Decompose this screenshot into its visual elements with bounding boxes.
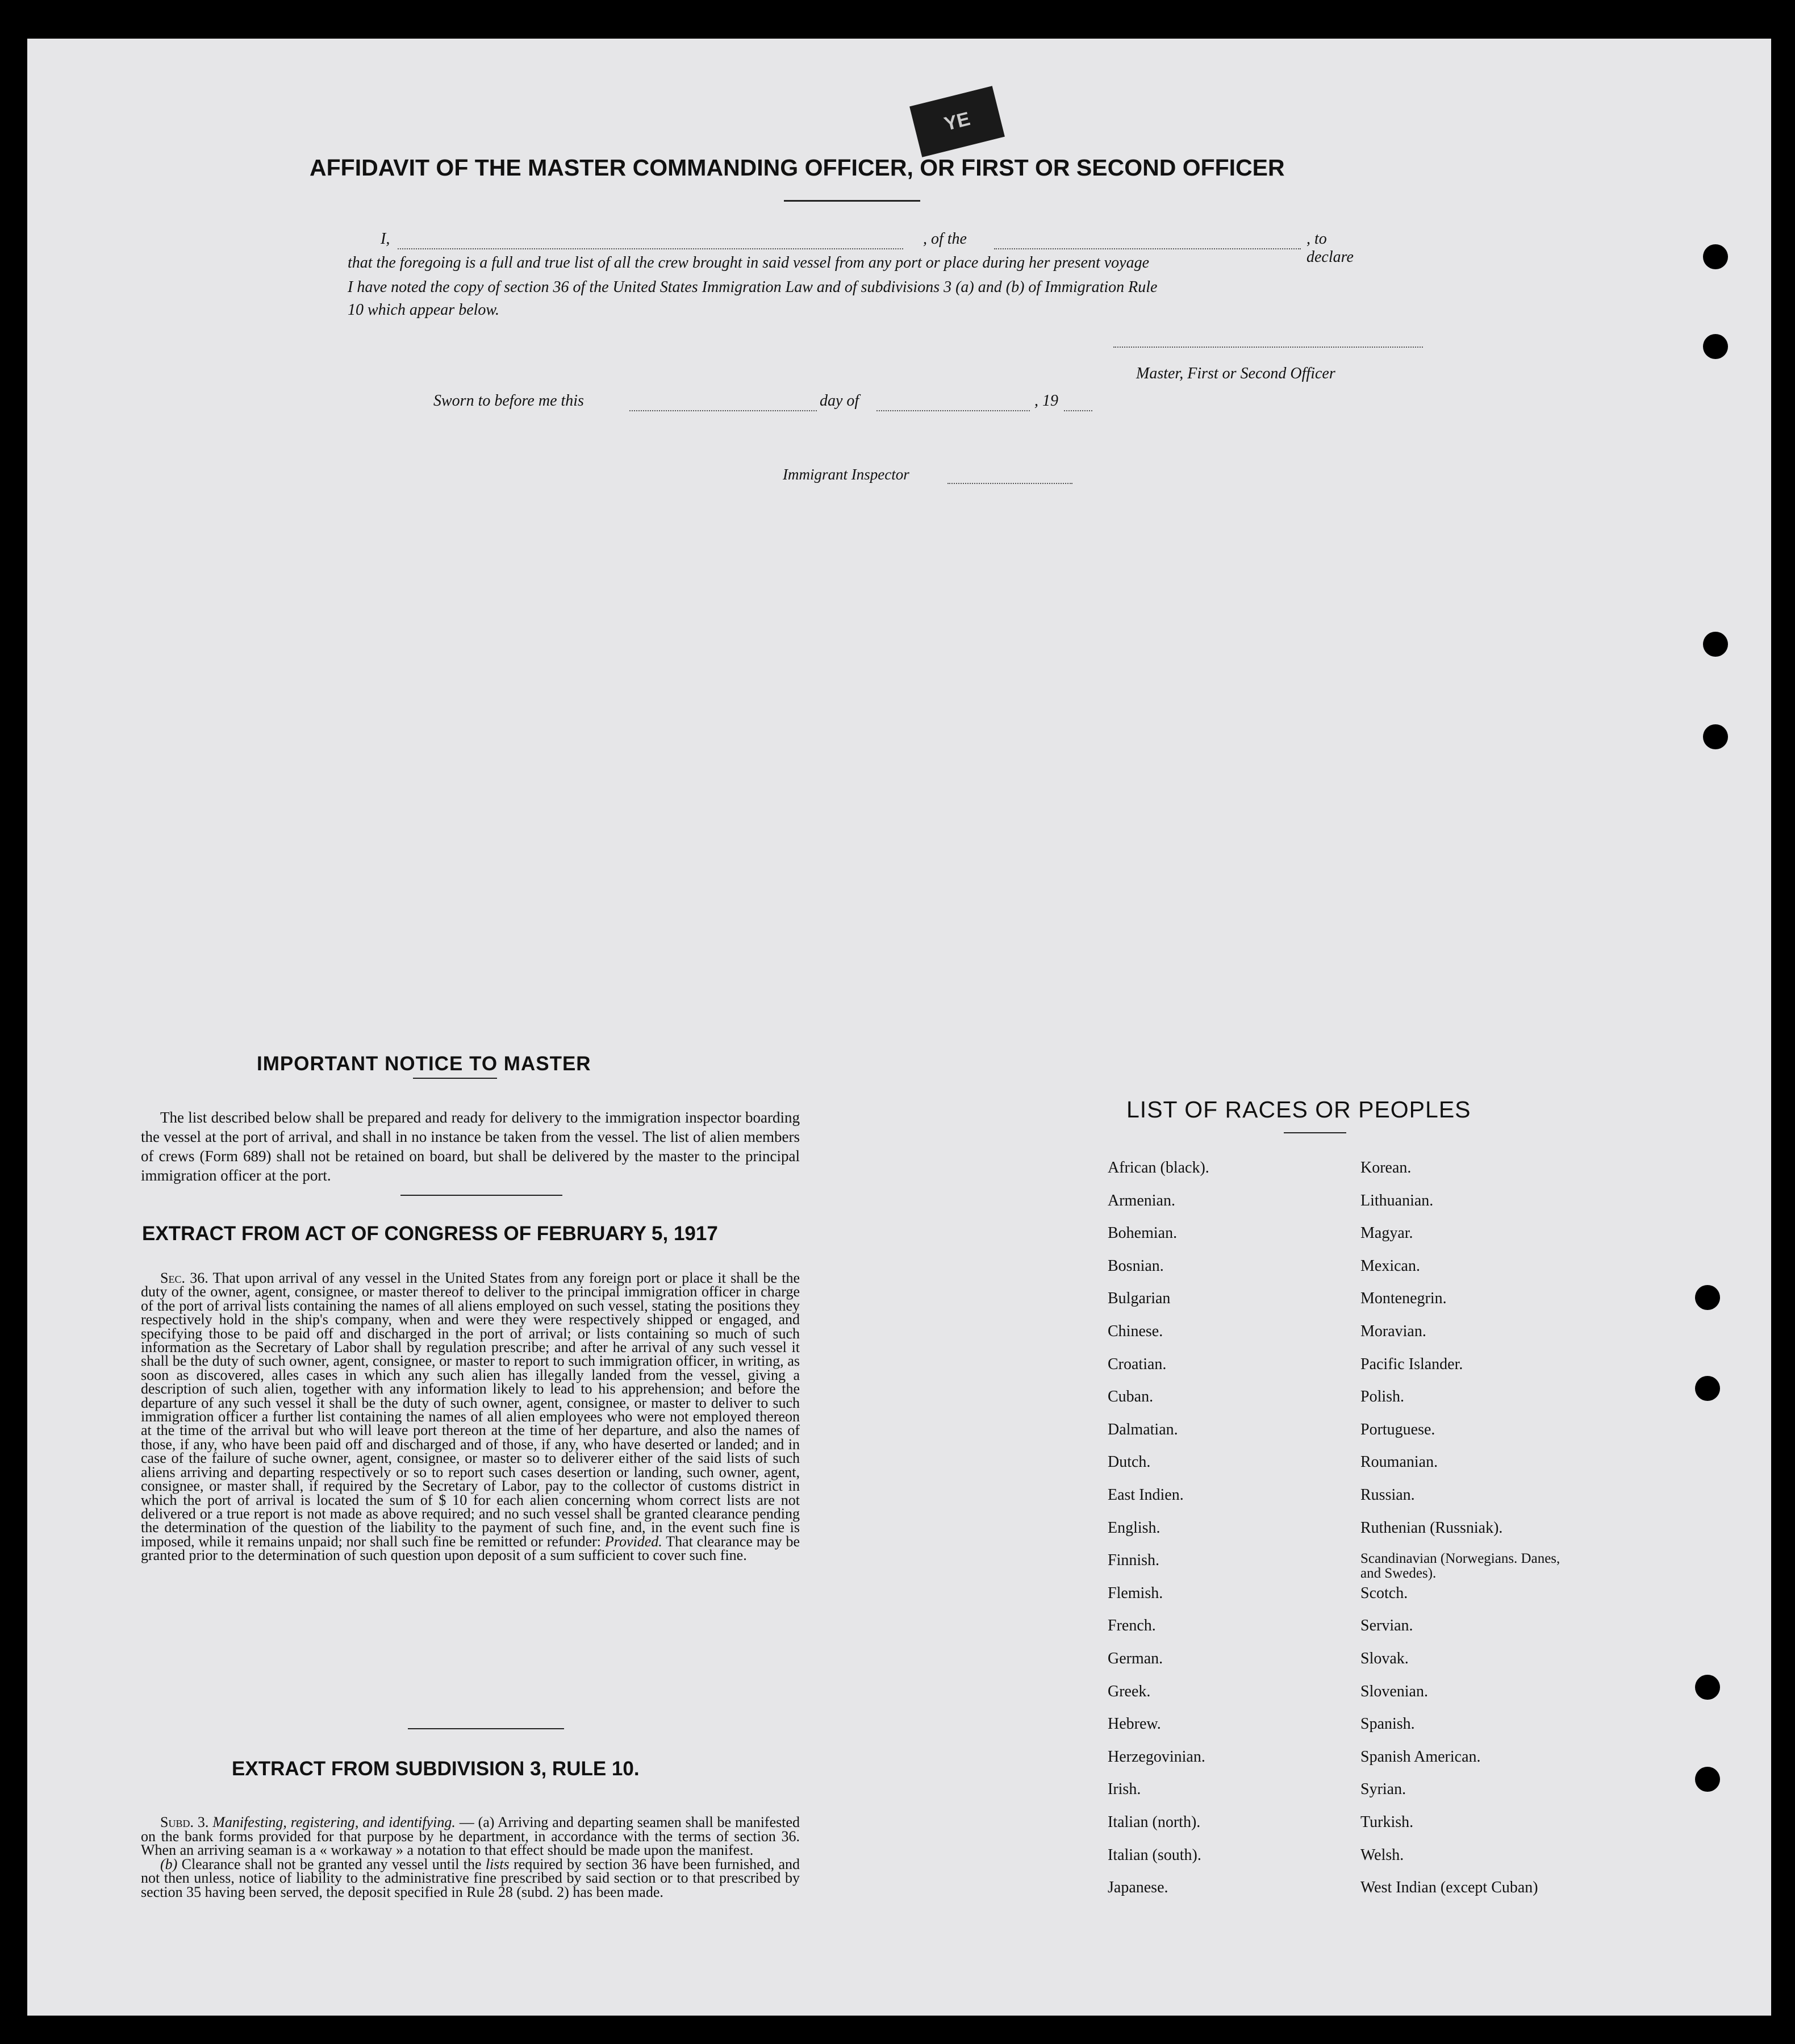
race-item: Moravian.: [1360, 1323, 1426, 1340]
sworn-day-field[interactable]: [629, 410, 817, 411]
sworn-prefix: Sworn to before me this: [433, 392, 584, 410]
race-item: Portuguese.: [1360, 1420, 1435, 1438]
race-item: Roumanian.: [1360, 1453, 1438, 1471]
act-body: [141, 1271, 800, 1563]
stamp-text: YE: [942, 108, 972, 135]
vessel-name-field[interactable]: [994, 248, 1301, 249]
affidavit-line-4: 10 which appear below.: [348, 301, 500, 319]
sworn-year: , 19: [1034, 392, 1058, 410]
rule-title: EXTRACT FROM SUBDIVISION 3, RULE 10.: [232, 1758, 640, 1780]
race-item: Montenegrin.: [1360, 1290, 1447, 1308]
bleed-through-area: [795, 136, 1647, 1557]
binder-hole: [1695, 1285, 1720, 1310]
affidavit-to-declare: , to declare: [1306, 230, 1354, 266]
act-title: EXTRACT FROM ACT OF CONGRESS OF FEBRUARY 5, 1917: [142, 1223, 718, 1245]
races-title: LIST OF RACES OR PEOPLES: [1126, 1096, 1471, 1123]
race-item: Flemish.: [1108, 1584, 1163, 1602]
race-item: Herzegovinian.: [1108, 1747, 1205, 1766]
race-item: Bohemian.: [1108, 1224, 1178, 1242]
inspector-line: [783, 466, 1101, 486]
race-item: West Indian (except Cuban): [1360, 1879, 1538, 1897]
act-body-text: That upon arrival of any vessel in the United States from any foreign port or place it shall be the duty of the owner, agent, consignee, or master thereof to deliver to the principal immigration officer in charge of the port of arrival lists containing the names of all aliens employed on such vessel, stating the positions they respectively hold in the ship's company, when and were they were respectively shipped or engaged, and specifying those to be paid off and discharged in the port of arrival; or lists containing so much of such information as the Secretary of Labor shall by regulation prescribe; and after he arrival of any such vessel it shall be the duty of such owner, agent, consignee, or master to report to such immigration officer, in writing, as soon as discovered, alles cases in which any such alien has illegally landed from the vessel, giving a description of such alien, together with any information likely to lead to his apprehension; and before the departure of any such vessel it shall be the duty of such owner, agent, consignee, or master to deliver to such immigration officer a further list containing the names of all alien employees who were not employed thereon at the time of the arrival but who will leave port thereon at the time of her departure, and also the names of those, if any, who have been paid off and discharged and of those, if any, who have deserted or landed; and in case of the failure of suche owner, agent, consignee, or master so to deliverer either of the said lists of such aliens arriving and departing respectively or so to report such cases desertion or landing, such owner, agent, consignee, or master shall, if required by the Secretary of Labor, pay to the collector of customs district in which the port of arrival is located the sum of $ 10 for each alien concerning whom correct lists are not delivered or a true report is not made as above required; and no such vessel shall be granted clearance pending the determination of the question of the liability to the payment of such fine, and, in the event such fine is imposed, while it remains unpaid; nor shall such fine be remitted or refunder:: [141, 1270, 800, 1550]
rule-para-b-label: (b): [160, 1855, 178, 1872]
race-item: Italian (south).: [1108, 1846, 1201, 1864]
notice-divider: [400, 1195, 562, 1196]
binder-hole: [1695, 1376, 1720, 1401]
race-item: Irish.: [1108, 1780, 1141, 1799]
race-item: Spanish American.: [1360, 1747, 1481, 1766]
race-item: Mexican.: [1360, 1257, 1420, 1275]
race-item: Korean.: [1360, 1159, 1412, 1177]
race-item: Croatian.: [1108, 1355, 1167, 1373]
rule-subd-heading: Manifesting, registering, and identifying.: [212, 1814, 456, 1830]
binder-hole: [1703, 632, 1728, 657]
race-item: Hebrew.: [1108, 1715, 1161, 1733]
act-provided-label: Provided.: [604, 1533, 662, 1550]
sworn-month-field[interactable]: [876, 410, 1030, 411]
race-item: Cuban.: [1108, 1388, 1154, 1406]
race-item: Finnish.: [1108, 1551, 1160, 1570]
race-item: Spanish.: [1360, 1715, 1415, 1733]
rule-body: [141, 1816, 800, 1899]
rule-subd-label: Subd. 3.: [160, 1814, 209, 1830]
affidavit-line-2: that the foregoing is a full and true list of all the crew brought in said vessel from any port or place during her present voyage: [348, 254, 1150, 272]
rule-para-a: — (a) Arriving and departing seamen shall be manifested on the bank forms provided for that purpose by he department, in accordance with the terms of section 36. When an arriving seaman is a « workaway » a notation to that effect should be made upon the manifest.: [141, 1814, 800, 1858]
race-item: Lithuanian.: [1360, 1191, 1434, 1209]
race-item: Chinese.: [1108, 1323, 1163, 1340]
race-item: Polish.: [1360, 1388, 1405, 1406]
race-item: Dalmatian.: [1108, 1420, 1178, 1438]
affidavit-of-the: , of the: [923, 230, 967, 248]
race-item: German.: [1108, 1650, 1163, 1667]
affidavit-title: AFFIDAVIT OF THE MASTER COMMANDING OFFICER, OR FIRST OR SECOND OFFICER: [310, 155, 1285, 181]
race-item: Turkish.: [1360, 1813, 1414, 1831]
race-item: Welsh.: [1360, 1846, 1404, 1864]
races-divider: [1284, 1132, 1346, 1133]
race-item: Greek.: [1108, 1682, 1151, 1700]
act-divider: [408, 1728, 564, 1729]
race-item: French.: [1108, 1617, 1156, 1635]
sworn-year-field[interactable]: [1064, 410, 1092, 411]
race-item: English.: [1108, 1519, 1161, 1537]
race-item: Pacific Islander.: [1360, 1355, 1463, 1373]
race-item: Magyar.: [1360, 1224, 1413, 1242]
signature-label: Master, First or Second Officer: [1136, 365, 1335, 382]
race-item: Syrian.: [1360, 1780, 1406, 1799]
binder-hole: [1703, 244, 1728, 269]
sworn-line: [433, 392, 1115, 415]
race-item: Slovenian.: [1360, 1682, 1428, 1700]
inspector-signature-field[interactable]: [947, 483, 1072, 484]
binder-hole: [1695, 1675, 1720, 1700]
master-name-field[interactable]: [398, 248, 903, 249]
race-item: Ruthenian (Russniak).: [1360, 1519, 1503, 1537]
race-item: Japanese.: [1108, 1879, 1168, 1897]
act-section-label: Sec. 36.: [160, 1270, 208, 1286]
race-item: Armenian.: [1108, 1191, 1175, 1209]
inspector-label: Immigrant Inspector: [783, 466, 909, 483]
affidavit-i: I,: [381, 230, 390, 248]
notice-title: IMPORTANT NOTICE TO MASTER: [257, 1053, 591, 1075]
race-item: Russian.: [1360, 1486, 1415, 1504]
race-item: African (black).: [1108, 1159, 1209, 1177]
sworn-day-of: day of: [820, 392, 859, 410]
affidavit-line-3: I have noted the copy of section 36 of the United States Immigration Law and of subdivisions 3 (a) and (b) of Immigration Rule: [348, 278, 1158, 296]
binder-hole: [1703, 724, 1728, 749]
notice-title-underline: [413, 1078, 497, 1079]
race-item: Slovak.: [1360, 1650, 1409, 1667]
affidavit-divider: [784, 200, 920, 202]
race-item: Italian (north).: [1108, 1813, 1201, 1831]
act-body-end: That clearance may be granted prior to the determination of such question upon deposit of a sum sufficient to cover such fine.: [141, 1533, 800, 1564]
race-item: East Indien.: [1108, 1486, 1184, 1504]
race-item: Scotch.: [1360, 1584, 1408, 1602]
race-item: Bosnian.: [1108, 1257, 1164, 1275]
race-item: Scandinavian (Norwegians. Danes, and Swedes).: [1360, 1551, 1560, 1582]
rule-para-b-end: required by section 36 have been furnished, and not then unless, notice of liability to the administrative fine prescribed by said section or to that prescribed by section 35 having been served, the deposit specified in Rule 28 (subd. 2) has been made.: [141, 1855, 800, 1900]
race-item: Dutch.: [1108, 1453, 1151, 1471]
rule-para-b-start: Clearance shall not be granted any vessel until the: [181, 1855, 482, 1872]
race-item: Bulgarian: [1108, 1290, 1171, 1308]
notice-body: The list described below shall be prepared and ready for delivery to the immigration inspector boarding the vessel at the port of arrival, and shall in no instance be taken from the vessel. The list of alien members of crews (Form 689) shall not be retained on board, but shall be delivered by the master to the principal immigration officer at the port.: [141, 1109, 800, 1184]
rule-para-b-lists: lists: [485, 1855, 510, 1872]
signature-line[interactable]: [1113, 347, 1423, 348]
race-item: Servian.: [1360, 1617, 1413, 1635]
binder-hole: [1703, 334, 1728, 359]
binder-hole: [1695, 1767, 1720, 1792]
